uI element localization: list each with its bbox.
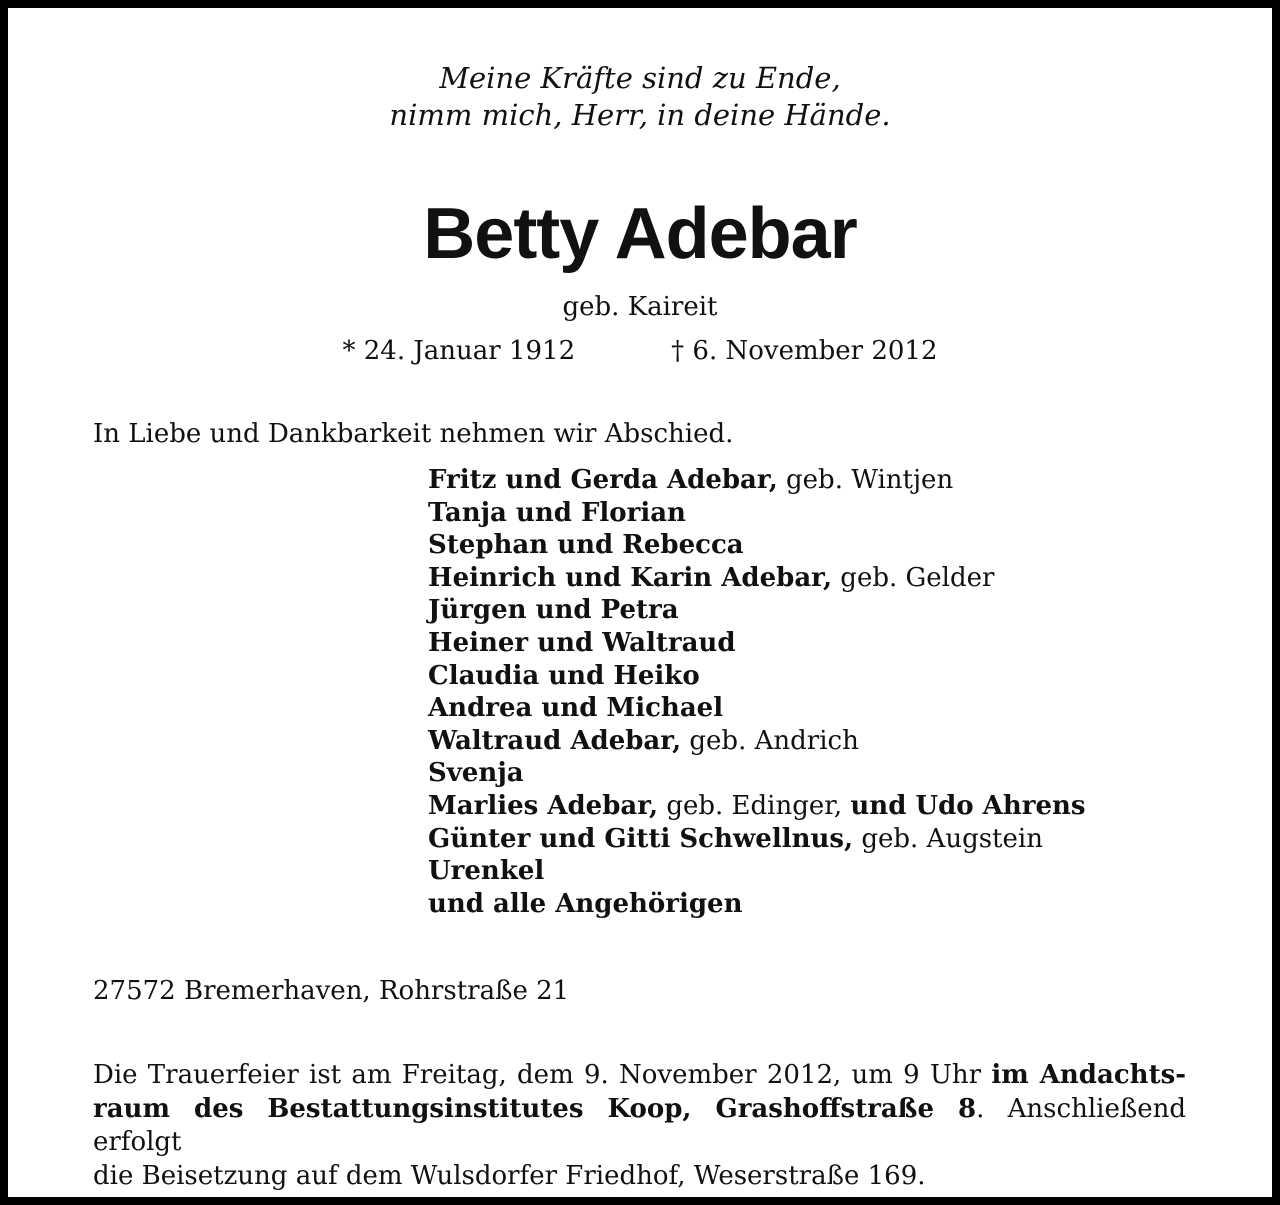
burial-text: die Beisetzung auf dem Wulsdorfer Friedhof, Weserstraße 169.: [93, 1160, 926, 1191]
mourner-entry: [428, 790, 1086, 823]
mourner-note: geb. Augstein: [853, 823, 1043, 854]
funeral-text: Die Trauerfeier ist am Freitag, dem 9. November 2012, um 9 Uhr: [93, 1060, 992, 1090]
verse-line: Meine Kräfte sind zu Ende,: [439, 61, 841, 95]
family-address: 27572 Bremerhaven, Rohrstraße 21: [93, 976, 570, 1006]
mourner-name: Andrea und Michael: [428, 693, 724, 724]
mourner-name: und alle Angehörigen: [428, 888, 743, 919]
funeral-venue: im Andachts-: [991, 1060, 1187, 1090]
deceased-name: Betty Adebar: [423, 194, 857, 274]
mourner-entry: [428, 464, 1086, 497]
obituary-notice: [8, 8, 1272, 1197]
life-dates: [8, 334, 1272, 368]
mourner-entry: [428, 529, 1086, 562]
mourner-name: Fritz und Gerda Adebar,: [428, 465, 778, 495]
mourner-note: geb. Andrich: [681, 725, 859, 756]
birth-name: geb. Kaireit: [562, 292, 718, 322]
mourner-entry: [428, 627, 1086, 660]
mourner-entry: [428, 497, 1086, 530]
birth-date: * 24. Januar 1912: [342, 336, 576, 366]
mourner-name: Claudia und Heiko: [428, 660, 700, 691]
mourner-entry: [428, 562, 1086, 595]
verse: [8, 60, 1272, 134]
mourner-name: Tanja und Florian: [428, 497, 686, 528]
mourner-note: geb. Wintjen: [777, 465, 954, 495]
mourner-entry: [428, 594, 1086, 627]
mourner-entry: [428, 888, 1086, 921]
mourner-note: geb. Gelder: [832, 562, 995, 593]
mourner-name-extra: und Udo Ahrens: [850, 790, 1086, 821]
funeral-line: [93, 1093, 1186, 1160]
funeral-text: . Anschließend erfolgt: [93, 1093, 1186, 1157]
mourner-entry: [428, 660, 1086, 693]
farewell-intro: In Liebe und Dankbarkeit nehmen wir Abschied.: [93, 419, 734, 449]
mourner-entry: [428, 725, 1086, 758]
funeral-line: [93, 1160, 1186, 1194]
verse-line: nimm mich, Herr, in deine Hände.: [389, 98, 891, 132]
mourner-name: Günter und Gitti Schwellnus,: [428, 823, 854, 854]
mourner-list: [428, 464, 1086, 920]
death-date: † 6. November 2012: [671, 336, 938, 366]
mourner-note: geb. Edinger,: [658, 790, 851, 821]
funeral-line: [93, 1059, 1186, 1093]
mourner-name: Heiner und Waltraud: [428, 627, 736, 658]
mourner-name: Waltraud Adebar,: [428, 725, 682, 756]
mourner-entry: [428, 692, 1086, 725]
mourner-name: Stephan und Rebecca: [428, 530, 744, 561]
mourner-entry: [428, 855, 1086, 888]
mourner-name: Heinrich und Karin Adebar,: [428, 562, 833, 593]
mourner-name: Marlies Adebar,: [428, 790, 659, 821]
mourner-entry: [428, 823, 1086, 856]
funeral-venue: raum des Bestattungsinstitutes Koop, Grashoffstraße 8: [93, 1093, 977, 1124]
mourner-name: Urenkel: [428, 856, 545, 887]
funeral-details: [93, 1059, 1186, 1193]
mourner-name: Jürgen und Petra: [428, 595, 679, 626]
mourner-name: Svenja: [428, 758, 524, 789]
mourner-entry: [428, 757, 1086, 790]
